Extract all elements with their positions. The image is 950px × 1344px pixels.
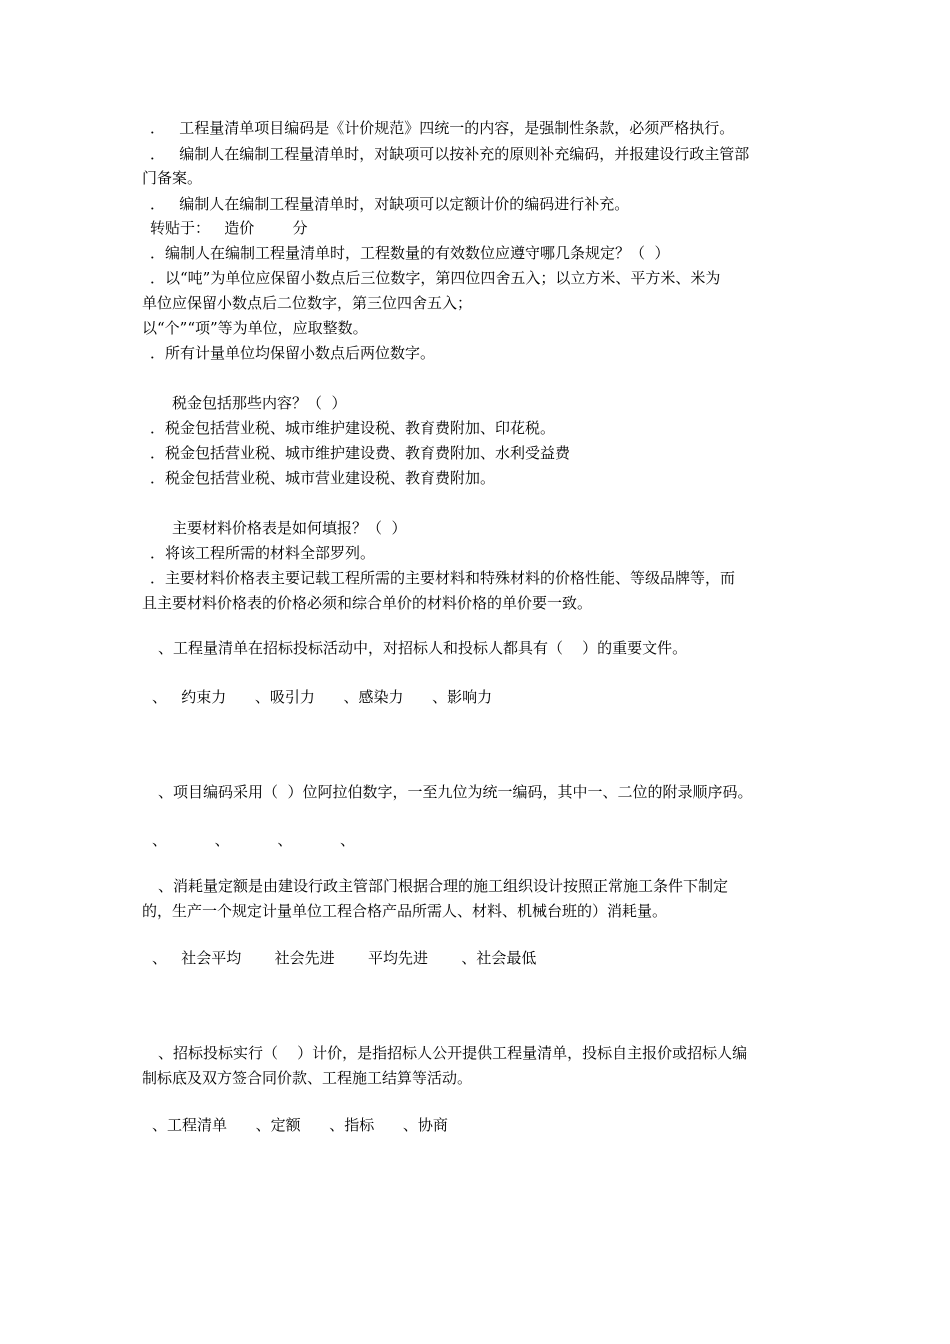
text-line: ．税金包括营业税、城市维护建设费、教育费附加、水利受益费 bbox=[150, 444, 571, 462]
options-line: 、工程清单 、定额 、指标 、协商 bbox=[152, 1116, 448, 1134]
text-line: ． 编制人在编制工程量清单时，对缺项可以定额计价的编码进行补充。 bbox=[150, 195, 630, 213]
text-line: ．税金包括营业税、城市维护建设税、教育费附加、印花税。 bbox=[150, 419, 556, 437]
text-line: 以“个”“项”等为单位，应取整数。 bbox=[142, 319, 368, 337]
text-line: ．所有计量单位均保留小数点后两位数字。 bbox=[150, 344, 436, 362]
question-line: 主要材料价格表是如何填报？（ ） bbox=[172, 519, 407, 537]
options-line: 、 社会平均 社会先进 平均先进 、社会最低 bbox=[152, 949, 537, 967]
text-line: 制标底及双方签合同价款、工程施工结算等活动。 bbox=[142, 1069, 473, 1087]
text-line: ． 编制人在编制工程量清单时，对缺项可以按补充的原则补充编码，并报建设行政主管部 bbox=[150, 145, 750, 163]
question-line: 、工程量清单在招标投标活动中，对招标人和投标人都具有（ ）的重要文件。 bbox=[158, 639, 688, 657]
options-line: 、 、 、 、 bbox=[152, 831, 356, 849]
question-line: 、项目编码采用（ ）位阿拉伯数字，一至九位为统一编码，其中一、二位的附录顺序码。 bbox=[158, 783, 753, 801]
text-line: ．以“吨”为单位应保留小数点后三位数字，第四位四舍五入；以立方米、平方米、米为 bbox=[150, 269, 721, 287]
question-line: ．编制人在编制工程量清单时，工程数量的有效数位应遵守哪几条规定？（ ） bbox=[150, 244, 670, 262]
text-line: 单位应保留小数点后二位数字，第三位四舍五入； bbox=[142, 294, 473, 312]
options-line: 、 约束力 、吸引力 、感染力 、影响力 bbox=[152, 688, 493, 706]
text-line: ．主要材料价格表主要记载工程所需的主要材料和特殊材料的价格性能、等级品牌等，而 bbox=[150, 569, 736, 587]
text-line: ．将该工程所需的材料全部罗列。 bbox=[150, 544, 376, 562]
text-line: ． 工程量清单项目编码是《计价规范》四统一的内容，是强制性条款，必须严格执行。 bbox=[150, 119, 735, 137]
text-line: 且主要材料价格表的价格必须和综合单价的材料价格的单价要一致。 bbox=[142, 594, 593, 612]
text-line: ．税金包括营业税、城市营业建设税、教育费附加。 bbox=[150, 469, 496, 487]
text-line: 门备案。 bbox=[142, 169, 203, 187]
question-line: 税金包括那些内容？（ ） bbox=[172, 394, 347, 412]
text-line: 的，生产一个规定计量单位工程合格产品所需人、材料、机械台班的）消耗量。 bbox=[142, 902, 668, 920]
question-line: 、招标投标实行（ ）计价，是指招标人公开提供工程量清单，投标自主报价或招标人编 bbox=[158, 1044, 748, 1062]
text-line: 转贴于： 造价 分 bbox=[150, 219, 308, 237]
question-line: 、消耗量定额是由建设行政主管部门根据合理的施工组织设计按照正常施工条件下制定 bbox=[158, 877, 729, 895]
